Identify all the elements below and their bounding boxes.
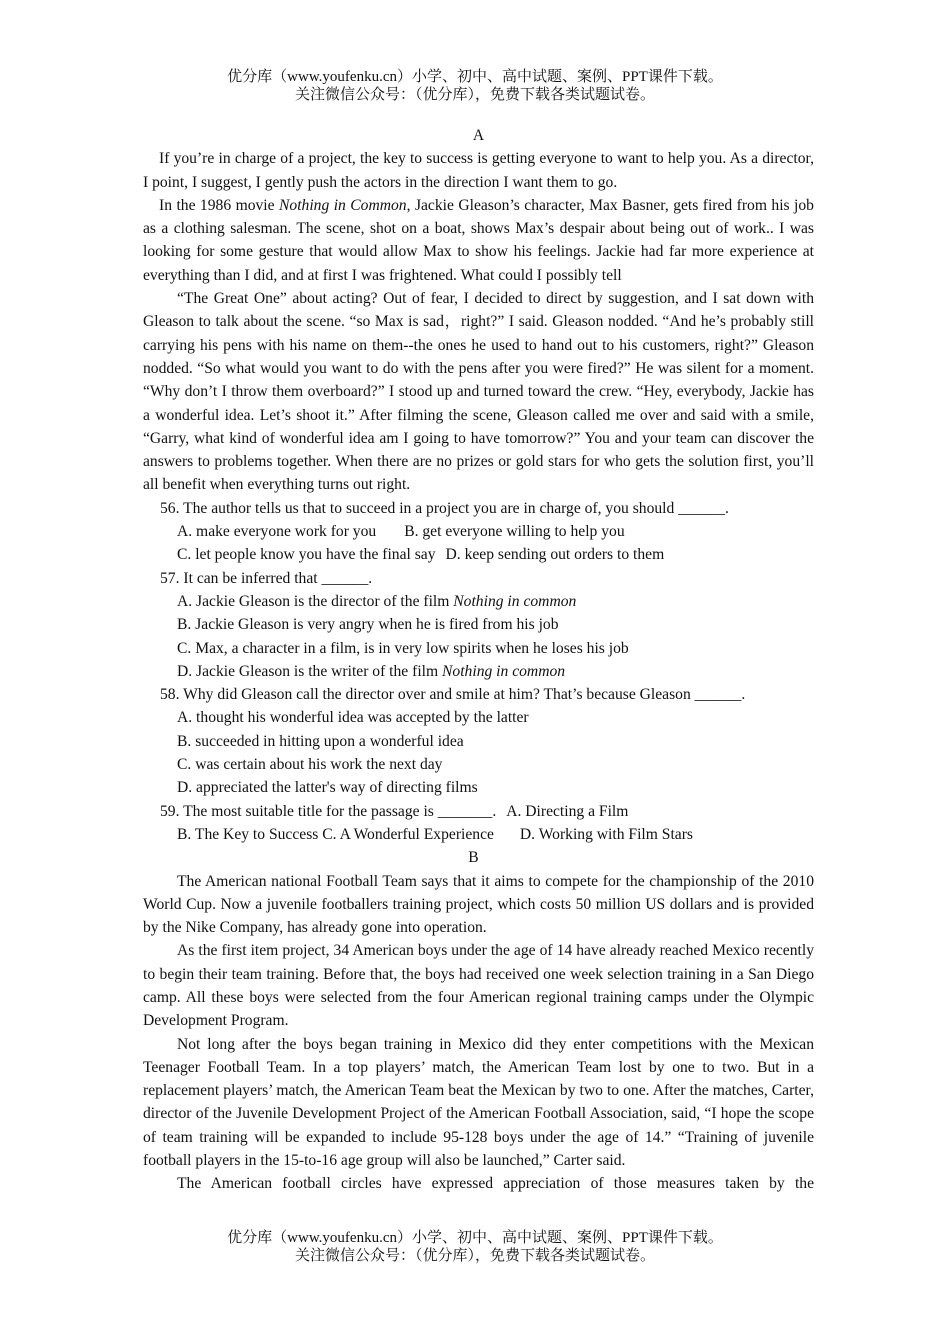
header-line-2: 关注微信公众号：（优分库），免费下载各类试题试卷。 bbox=[294, 87, 655, 103]
question-text: 59. The most suitable title for the passage is _______. bbox=[160, 802, 497, 820]
section-b-paragraph-2: As the first item project, 34 American boys under the age of 14 have already reached Mexico recently to begin their team training. Before that, the boys had received one week selection training in a San Diego camp. All these boys were selected from the four American regional training camps under the Olympic Development Program. bbox=[143, 942, 814, 1030]
question-56-options-row-2 bbox=[143, 543, 814, 566]
section-b-paragraph-1: The American national Football Team says that it aims to compete for the championship of the 2010 World Cup. Now a juvenile footballers training project, which costs 50 million US dollars and is provided by the Nike Company, has already gone into operation. bbox=[143, 872, 814, 937]
paragraph-text: , Jackie Gleason’s character, Max Basner, gets fired from his job as a clothing salesman. The scene, shot on a boat, shows Max’s despair about being out of work.. I was looking for some gesture that would allow Max to show his feelings. Jackie had far more experience at everything than I did, and at first I was frightened. What could I possibly tell bbox=[143, 196, 814, 284]
section-b-heading: B bbox=[468, 849, 479, 867]
document-body bbox=[143, 124, 814, 1196]
question-58-option-d: D. appreciated the latter's way of directing films bbox=[177, 779, 478, 797]
option-b-c: B. The Key to Success C. A Wonderful Experience bbox=[177, 825, 494, 843]
question-56-options-row-1 bbox=[143, 520, 814, 543]
option-text: A. Jackie Gleason is the director of the film bbox=[177, 592, 454, 610]
option-c: C. let people know you have the final say bbox=[177, 546, 436, 564]
question-58-option-a: A. thought his wonderful idea was accepted by the latter bbox=[177, 709, 529, 727]
question-59 bbox=[143, 800, 814, 823]
paragraph-text: In the 1986 movie bbox=[159, 196, 279, 214]
option-text: D. Jackie Gleason is the writer of the film bbox=[177, 662, 443, 680]
section-a-paragraph-2 bbox=[143, 194, 814, 287]
question-57: 57. It can be inferred that ______. bbox=[160, 569, 373, 587]
header-line-1: 优分库（www.youfenku.cn）小学、初中、高中试题、案例、PPT课件下载。 bbox=[227, 69, 723, 85]
question-57-option-d bbox=[143, 660, 814, 683]
footer-line-1: 优分库（www.youfenku.cn）小学、初中、高中试题、案例、PPT课件下载。 bbox=[227, 1230, 723, 1246]
section-a-heading: A bbox=[472, 127, 485, 144]
option-b: B. get everyone willing to help you bbox=[404, 523, 625, 541]
question-57-option-c: C. Max, a character in a film, is in very low spirits when he loses his job bbox=[177, 639, 629, 657]
section-a-paragraph-1: If you’re in charge of a project, the key to success is getting everyone to want to help you. As a director, I point, I suggest, I gently push the actors in the direction I want them to go. bbox=[143, 150, 814, 191]
option-d: D. keep sending out orders to them bbox=[445, 546, 665, 564]
option-a: A. Directing a Film bbox=[506, 802, 629, 820]
question-58: 58. Why did Gleason call the director over and smile at him? That’s because Gleason ______. bbox=[160, 686, 746, 704]
film-title: Nothing in common bbox=[453, 592, 577, 610]
section-b-paragraph-4: The American football circles have expressed appreciation of those measures taken by the bbox=[177, 1175, 814, 1193]
question-57-option-b: B. Jackie Gleason is very angry when he is fired from his job bbox=[177, 616, 559, 634]
question-57-option-a bbox=[143, 590, 814, 613]
footer-line-2: 关注微信公众号：（优分库），免费下载各类试题试卷。 bbox=[294, 1248, 655, 1264]
page-footer bbox=[0, 1229, 950, 1265]
page-header bbox=[0, 68, 950, 104]
question-58-option-b: B. succeeded in hitting upon a wonderful idea bbox=[177, 732, 464, 750]
film-title: Nothing in Common bbox=[279, 196, 407, 214]
option-a: A. make everyone work for you bbox=[177, 523, 377, 541]
question-56: 56. The author tells us that to succeed in a project you are in charge of, you should ______. bbox=[160, 499, 729, 517]
section-a-paragraph-3: “The Great One” about acting? Out of fear, I decided to direct by suggestion, and I sat down with Gleason to talk about the scene. “so Max is sad，right?” I said. Gleason nodded. “And he’s probably still carrying his pens with his name on them--the ones he used to hand out to his customers, right?” Gleason nodded. “So what would you want to do with the pens after you were fired?” He was silent for a moment. “Why don’t I throw them overboard?” I stood up and turned toward the crew. “Hey, everybody, Jackie has a wonderful idea. Let’s shoot it.” After filming the scene, Gleason called me over and said with a smile, “Garry, what kind of wonderful idea am I going to have tomorrow?” You and your team can discover the answers to problems together. When there are no prizes or gold stars for who gets the solution first, you’ll all benefit when everything turns out right. bbox=[143, 290, 814, 494]
section-b-paragraph-3: Not long after the boys began training in Mexico did they enter competitions with the Mexican Teenager Football Team. In a top players’ match, the American Team lost by one to two. But in a replacement players’ match, the American Team beat the Mexican by two to one. After the matches, Carter, director of the Juvenile Development Project of the American Football Association, said, “I hope the scope of team training will be expanded to include 95-128 boys under the age of 14.” “Training of juvenile football players in the 15-to-16 age group will also be launched,” Carter said. bbox=[143, 1035, 814, 1170]
question-58-option-c: C. was certain about his work the next day bbox=[177, 756, 443, 774]
question-59-options-row bbox=[143, 823, 814, 846]
film-title: Nothing in common bbox=[442, 662, 566, 680]
option-d: D. Working with Film Stars bbox=[519, 825, 693, 843]
